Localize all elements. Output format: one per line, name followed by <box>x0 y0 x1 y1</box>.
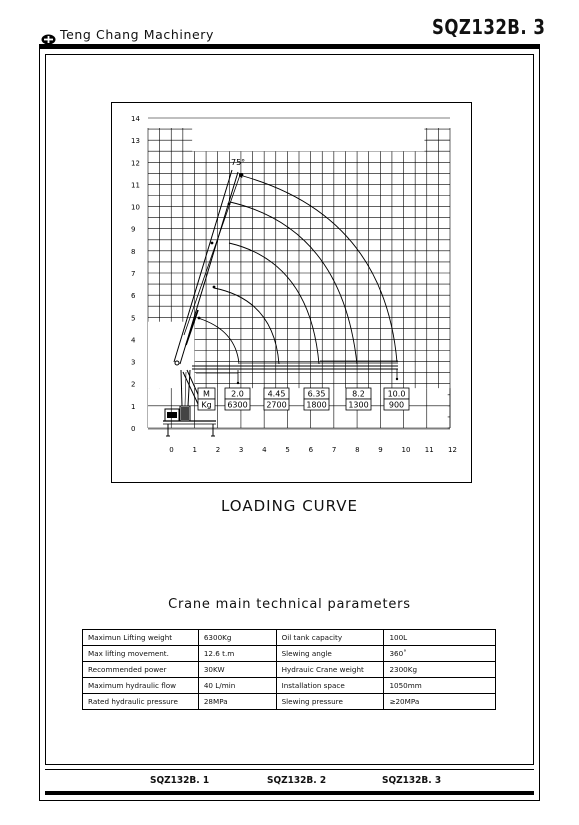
chart-grid <box>148 118 450 429</box>
load-value: 900 <box>388 400 405 410</box>
x-tick-label: 2 <box>215 446 221 454</box>
params-label-cell: Maximun Lifting weight <box>83 630 199 646</box>
y-tick-label: 9 <box>131 225 136 234</box>
params-row <box>83 630 496 646</box>
params-value-cell: 100L <box>384 630 496 646</box>
y-tick-label: 5 <box>131 314 136 323</box>
footer-rule <box>45 791 534 795</box>
boom-joint-marker <box>211 242 214 245</box>
params-label-cell: Maximum hydraulic flow <box>83 678 199 694</box>
chart-curves <box>198 174 397 364</box>
params-row <box>83 678 496 694</box>
x-tick-label: 9 <box>378 446 383 454</box>
x-tick-label: 1 <box>192 446 197 454</box>
load-curve-1 <box>198 318 239 364</box>
params-title: Crane main technical parameters <box>168 597 411 612</box>
x-tick-label: 12 <box>448 446 457 454</box>
params-label-cell: Recommended power <box>83 662 199 678</box>
params-row <box>83 694 496 710</box>
y-tick-label: 0 <box>131 425 136 433</box>
params-label-cell: Hydrauic Crane weight <box>276 662 384 678</box>
footer-code-1: SQZ132B. 1 <box>150 775 210 786</box>
y-tick-label: 2 <box>131 380 136 389</box>
crane-base-fill <box>167 412 177 418</box>
x-tick-label: 7 <box>331 446 337 454</box>
load-unit-label: Kg <box>201 400 212 410</box>
radius-value: 8.2 <box>352 389 365 399</box>
params-label-cell: Rated hydraulic pressure <box>83 694 199 710</box>
params-value-cell: 12.6 t.m <box>198 646 276 662</box>
params-label-cell: Max lifting movement. <box>83 646 199 662</box>
radius-value: 4.45 <box>267 389 286 399</box>
footer-rule-thin <box>45 769 534 770</box>
chart-title: LOADING CURVE <box>220 497 358 515</box>
params-label-cell: Slewing angle <box>276 646 384 662</box>
y-tick-label: 1 <box>131 402 136 411</box>
params-label-cell: Oil tank capacity <box>276 630 384 646</box>
load-value: 6300 <box>227 400 248 410</box>
x-tick-label: 5 <box>285 446 290 454</box>
load-value: 1300 <box>348 400 369 410</box>
x-tick-label: 10 <box>401 446 411 454</box>
y-tick-label: 8 <box>131 247 136 256</box>
radius-value: 10.0 <box>387 389 406 399</box>
boom-joint-marker <box>198 317 201 320</box>
params-value-cell: 40 L/min <box>198 678 276 694</box>
x-tick-label: 0 <box>169 446 174 454</box>
footer-code-3: SQZ132B. 3 <box>382 775 442 786</box>
x-tick-label: 6 <box>308 446 314 454</box>
y-tick-label: 7 <box>131 270 136 278</box>
radius-value: 2.0 <box>231 389 244 399</box>
y-tick-label: 6 <box>131 292 136 301</box>
brand-name: Teng Chang Machinery <box>60 27 215 42</box>
footer-code-2: SQZ132B. 2 <box>267 775 327 786</box>
y-tick-label: 4 <box>131 336 136 345</box>
params-value-cell: 28MPa <box>198 694 276 710</box>
y-tick-label: 10 <box>131 203 140 212</box>
x-tick-label: 3 <box>238 446 244 454</box>
params-value-cell: 2300Kg <box>384 662 496 678</box>
y-tick-label: 11 <box>131 181 140 190</box>
grid-mask <box>192 119 424 151</box>
boom-angle-label: 75° <box>231 158 246 167</box>
load-value: 2700 <box>266 400 287 410</box>
params-row <box>83 662 496 678</box>
params-value-cell: 360˚ <box>384 646 496 662</box>
radius-unit-label: M <box>203 389 210 399</box>
x-tick-label: 8 <box>355 446 360 454</box>
model-code: SQZ132B. 3 <box>432 15 546 39</box>
y-tick-label: 3 <box>131 358 136 367</box>
x-tick-label: 11 <box>424 446 434 454</box>
load-curve-2 <box>214 288 279 364</box>
params-row <box>83 646 496 662</box>
boom-joint-marker <box>213 286 216 289</box>
load-curve-5 <box>243 176 397 362</box>
params-table <box>82 629 496 710</box>
load-value: 1800 <box>306 400 327 410</box>
params-label-cell: Installation space <box>276 678 384 694</box>
y-tick-label: 13 <box>131 137 140 146</box>
params-label-cell: Slewing pressure <box>276 694 384 710</box>
params-value-cell: 6300Kg <box>198 630 276 646</box>
radius-value: 6.35 <box>307 389 326 399</box>
y-tick-label: 12 <box>131 159 140 168</box>
load-curve-3 <box>229 243 319 364</box>
params-value-cell: 30KW <box>198 662 276 678</box>
x-tick-label: 4 <box>262 446 267 454</box>
params-value-cell: 1050mm <box>384 678 496 694</box>
y-tick-label: 14 <box>131 115 140 123</box>
grid-mask <box>148 322 194 388</box>
params-value-cell: ≥20MPa <box>384 694 496 710</box>
